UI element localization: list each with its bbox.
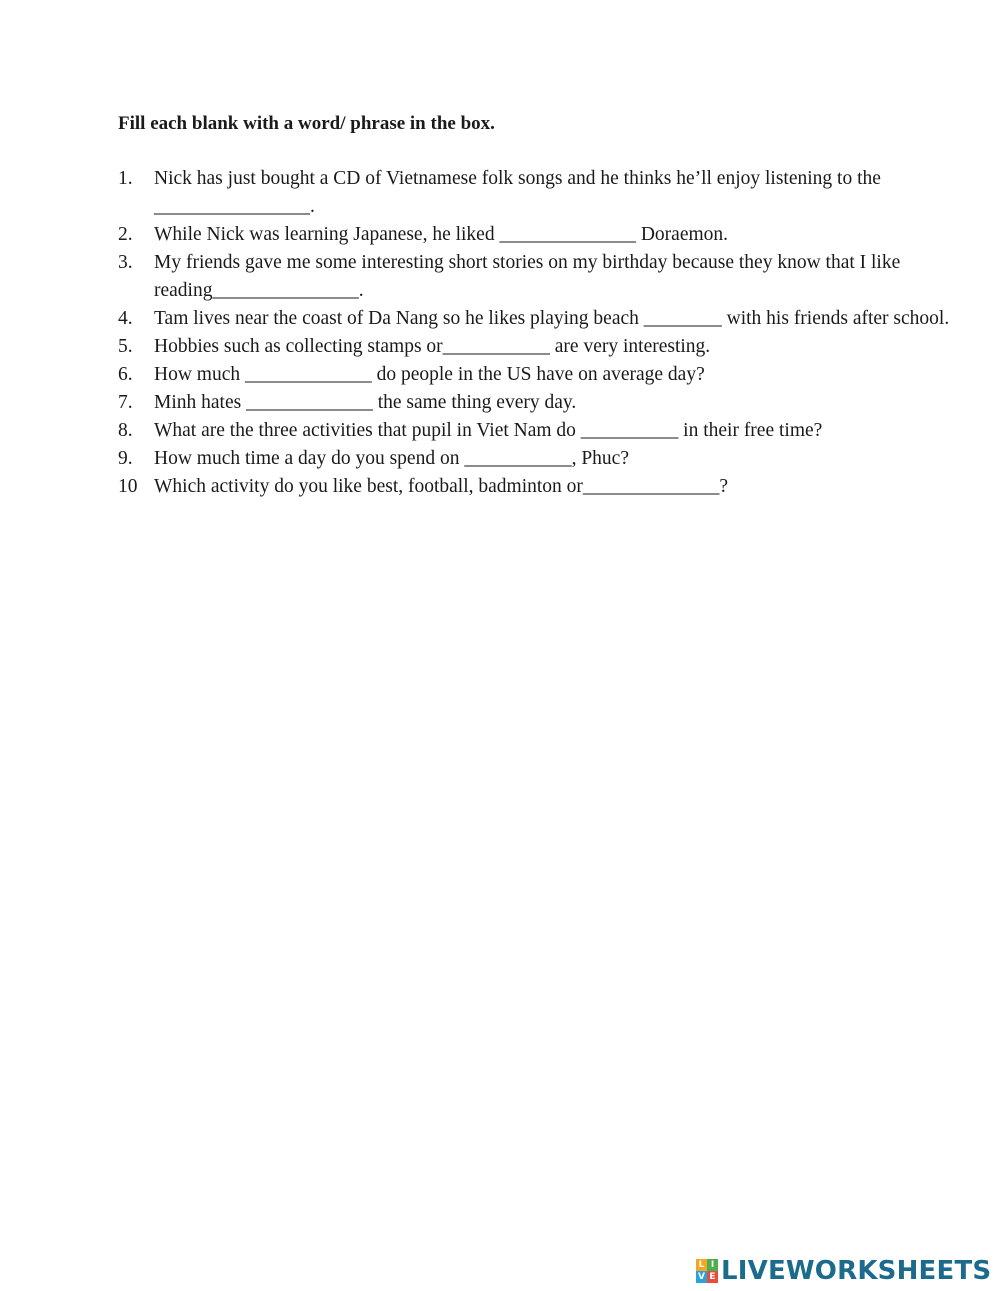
question-text: My friends gave me some interesting short stories on my birthday because they know that I like reading_______________. <box>154 252 901 301</box>
question-item <box>118 305 978 333</box>
question-text: Minh hates _____________ the same thing every day. <box>154 392 577 413</box>
liveworksheets-logo-icon <box>696 1259 718 1283</box>
question-text: How much time a day do you spend on ___________, Phuc? <box>154 448 629 469</box>
question-text: While Nick was learning Japanese, he liked ______________ Doraemon. <box>154 224 729 245</box>
question-number: 5. <box>118 336 133 357</box>
logo-mark-letter: L <box>696 1259 707 1271</box>
question-item <box>118 221 978 249</box>
question-text: How much _____________ do people in the US have on average day? <box>154 364 705 385</box>
question-item <box>118 361 978 389</box>
question-number: 6. <box>118 364 133 385</box>
question-number: 10 <box>118 476 138 497</box>
question-number: 1. <box>118 168 133 189</box>
logo-mark-letter: E <box>707 1271 718 1283</box>
question-number: 8. <box>118 420 133 441</box>
question-list <box>118 165 978 501</box>
question-item <box>118 389 978 417</box>
question-item <box>118 417 978 445</box>
worksheet-title: Fill each blank with a word/ phrase in the box. <box>118 113 495 134</box>
question-text: Which activity do you like best, football, badminton or______________? <box>154 476 729 497</box>
question-number: 2. <box>118 224 133 245</box>
liveworksheets-logo <box>696 1256 991 1286</box>
logo-wordmark: LIVEWORKSHEETS <box>721 1256 992 1286</box>
question-item <box>118 165 978 221</box>
question-text: What are the three activities that pupil in Viet Nam do __________ in their free time? <box>154 420 823 441</box>
question-item <box>118 473 978 501</box>
logo-mark-letter: I <box>707 1259 718 1271</box>
question-number: 3. <box>118 252 133 273</box>
question-item <box>118 249 978 305</box>
question-number: 9. <box>118 448 133 469</box>
question-item <box>118 445 978 473</box>
question-number: 4. <box>118 308 133 329</box>
question-item <box>118 333 978 361</box>
question-number: 7. <box>118 392 133 413</box>
question-text: Nick has just bought a CD of Vietnamese folk songs and he thinks he’ll enjoy listening to the ________________. <box>154 168 881 217</box>
question-text: Tam lives near the coast of Da Nang so he likes playing beach ________ with his friends after school. <box>154 308 950 329</box>
logo-mark-letter: V <box>696 1271 707 1283</box>
question-text: Hobbies such as collecting stamps or___________ are very interesting. <box>154 336 711 357</box>
